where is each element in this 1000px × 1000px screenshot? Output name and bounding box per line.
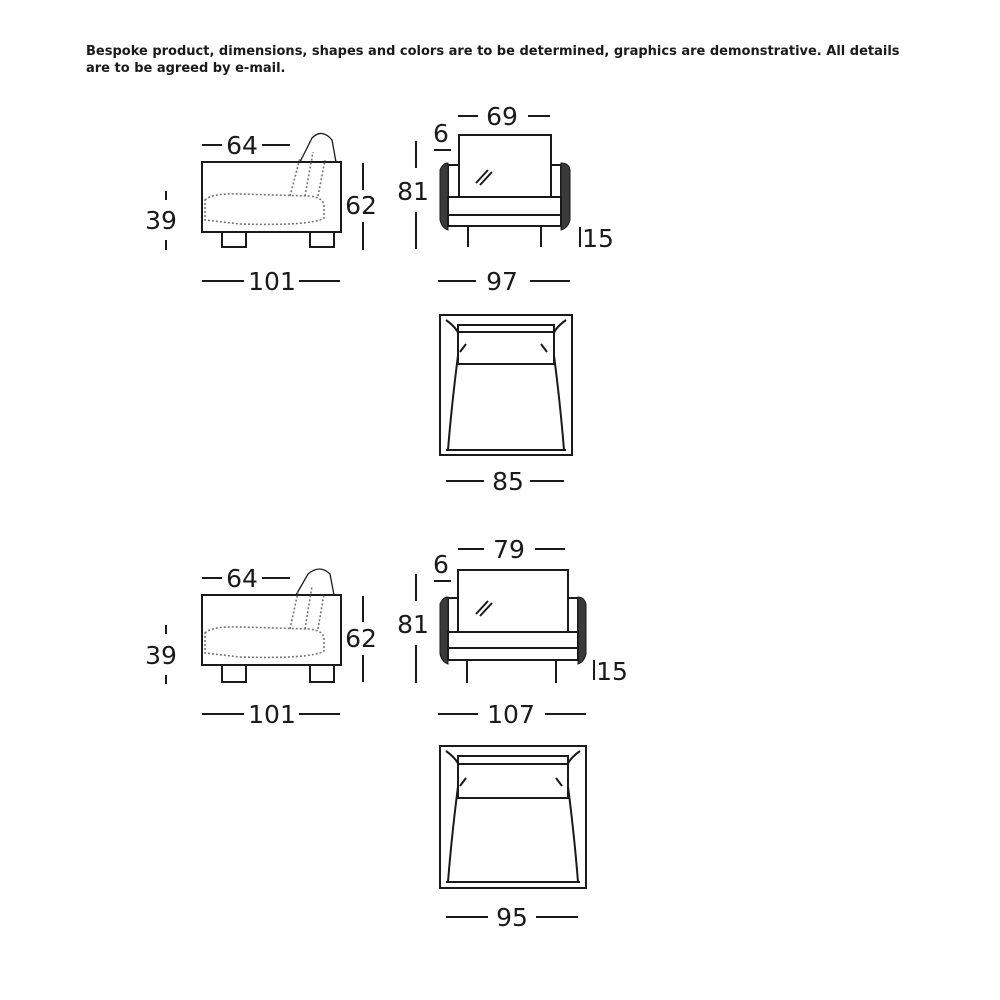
set2-side-depth-total: 101 <box>248 700 296 729</box>
set2-front-backrest <box>458 570 568 632</box>
set2-side-body <box>202 595 341 665</box>
set2-front-seat <box>448 632 578 648</box>
set2-front-leg-height: 15 <box>596 657 628 686</box>
set1-side-depth-top: 64 <box>226 131 258 160</box>
set2-side-height: 62 <box>345 624 377 653</box>
set1-front-view <box>397 102 614 296</box>
set2-side-view <box>145 564 377 729</box>
set1-front-arm-width: 6 <box>433 119 449 148</box>
set1-side-height: 62 <box>345 191 377 220</box>
set1-side-depth-total: 101 <box>248 267 296 296</box>
set2-top-backrest <box>458 756 568 798</box>
set2-front-arm-width: 6 <box>433 550 449 579</box>
disclaimer-note: Bespoke product, dimensions, shapes and colors are to be determined, graphics are demonstrative. All details are to be agreed by e-mail. <box>86 44 900 76</box>
set2-side-leg-back <box>310 665 334 682</box>
set2-front-seat-width: 79 <box>493 535 525 564</box>
set1-front-seat-width: 69 <box>486 102 518 131</box>
set1-front-arm-right <box>561 163 570 230</box>
set2-front-arm-right <box>578 597 586 664</box>
set1-front-arm-left <box>440 163 448 230</box>
set1-front-leg-height: 15 <box>582 224 614 253</box>
set1-front-seat <box>448 197 561 215</box>
set2-side-headrest <box>296 569 334 595</box>
set2-front-height: 81 <box>397 610 429 639</box>
set1-side-seat-height: 39 <box>145 206 177 235</box>
set1-side-leg-front <box>222 232 246 247</box>
set2-side-depth-top: 64 <box>226 564 258 593</box>
set2-front-view <box>397 535 628 729</box>
set1-side-leg-back <box>310 232 334 247</box>
set1-side-view <box>145 131 377 296</box>
set2-top-view <box>440 746 586 932</box>
set1-side-headrest <box>300 133 336 162</box>
set1-front-width: 97 <box>486 267 518 296</box>
set2-top-width: 95 <box>496 903 528 932</box>
set2-side-leg-front <box>222 665 246 682</box>
set2-front-width: 107 <box>487 700 535 729</box>
set1-top-view <box>440 315 572 496</box>
set2-front-arm-left <box>440 597 448 664</box>
set1-front-backrest <box>459 135 551 197</box>
set1-top-width: 85 <box>492 467 524 496</box>
set1-top-backrest <box>458 325 554 364</box>
set1-front-height: 81 <box>397 177 429 206</box>
set1-side-body <box>202 162 341 232</box>
set2-side-seat-height: 39 <box>145 641 177 670</box>
